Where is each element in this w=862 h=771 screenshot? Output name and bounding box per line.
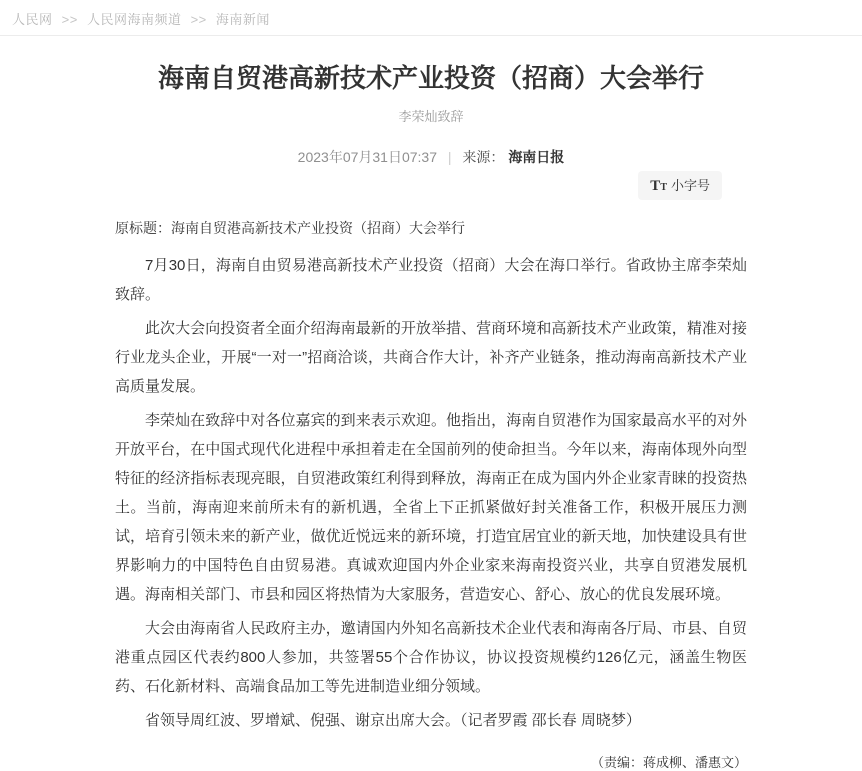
article-meta [115,147,747,167]
publish-date: 2023年07月31日07:37 [297,149,437,165]
article-body [115,251,747,735]
breadcrumb-separator: >> [190,12,207,27]
font-size-icon-small: T [660,182,667,193]
editors-note: （责编：蒋成柳、潘惠文） [590,755,747,770]
font-size-button-label: 小字号 [670,178,710,193]
font-size-button[interactable] [638,171,722,200]
font-size-icon: T [650,178,661,194]
page-title: 海南自贸港高新技术产业投资（招商）大会举行 [157,63,704,93]
breadcrumb [0,0,862,35]
original-title: 原标题：海南自贸港高新技术产业投资（招商）大会举行 [115,220,465,236]
article-toolbar [115,171,747,200]
article-subtitle: 李荣灿致辞 [398,109,464,124]
article-paragraph: 7月30日，海南自由贸易港高新技术产业投资（招商）大会在海口举行。省政协主席李荣灿致辞。 [115,257,747,303]
article-paragraph: 李荣灿在致辞中对各位嘉宾的到来表示欢迎。他指出，海南自贸港作为国家最高水平的对外开放平台，在中国式现代化进程中承担着走在全国前列的使命担当。今年以来，海南体现外向型特征的经济指标表现亮眼，自贸港政策红利得到释放，海南正在成为国内外企业家青睐的投资热土。当前，海南迎来前所未有的新机遇，全省上下正抓紧做好封关准备工作，积极开展压力测试，培育引领未来的新产业，做优近悦远来的新环境，打造宜居宜业的新天地，加快建设具有世界影响力的中国特色自由贸易港。真诚欢迎国内外企业家来海南投资兴业，共享自贸港发展机遇。海南相关部门、市县和园区将热情为大家服务，营造安心、舒心、放心的优良发展环境。 [115,412,747,603]
breadcrumb-link-peoples-daily[interactable]: 人民网 [12,12,53,27]
article-paragraph: 大会由海南省人民政府主办，邀请国内外知名高新技术企业代表和海南各厅局、市县、自贸港重点园区代表约800人参加，共签署55个合作协议，协议投资规模约126亿元，涵盖生物医药、石化新材料、高端食品加工等先进制造业细分领域。 [115,620,747,695]
meta-separator: | [447,149,452,165]
article-paragraph: 省领导周红波、罗增斌、倪强、谢京出席大会。（记者罗霞 邵长春 周晓梦） [145,712,641,729]
source-link[interactable]: 海南日报 [508,149,565,165]
breadcrumb-link-hainan-news[interactable]: 海南新闻 [215,12,270,27]
breadcrumb-separator: >> [61,12,78,27]
source-label: 来源： [462,149,505,165]
article-container [115,63,747,771]
header-divider [0,35,862,36]
article-paragraph: 此次大会向投资者全面介绍海南最新的开放举措、营商环境和高新技术产业政策，精准对接行业龙头企业，开展“一对一”招商洽谈，共商合作大计，补齐产业链条，推动海南高新技术产业高质量发展。 [115,320,747,395]
breadcrumb-link-hainan-channel[interactable]: 人民网海南频道 [86,12,182,27]
